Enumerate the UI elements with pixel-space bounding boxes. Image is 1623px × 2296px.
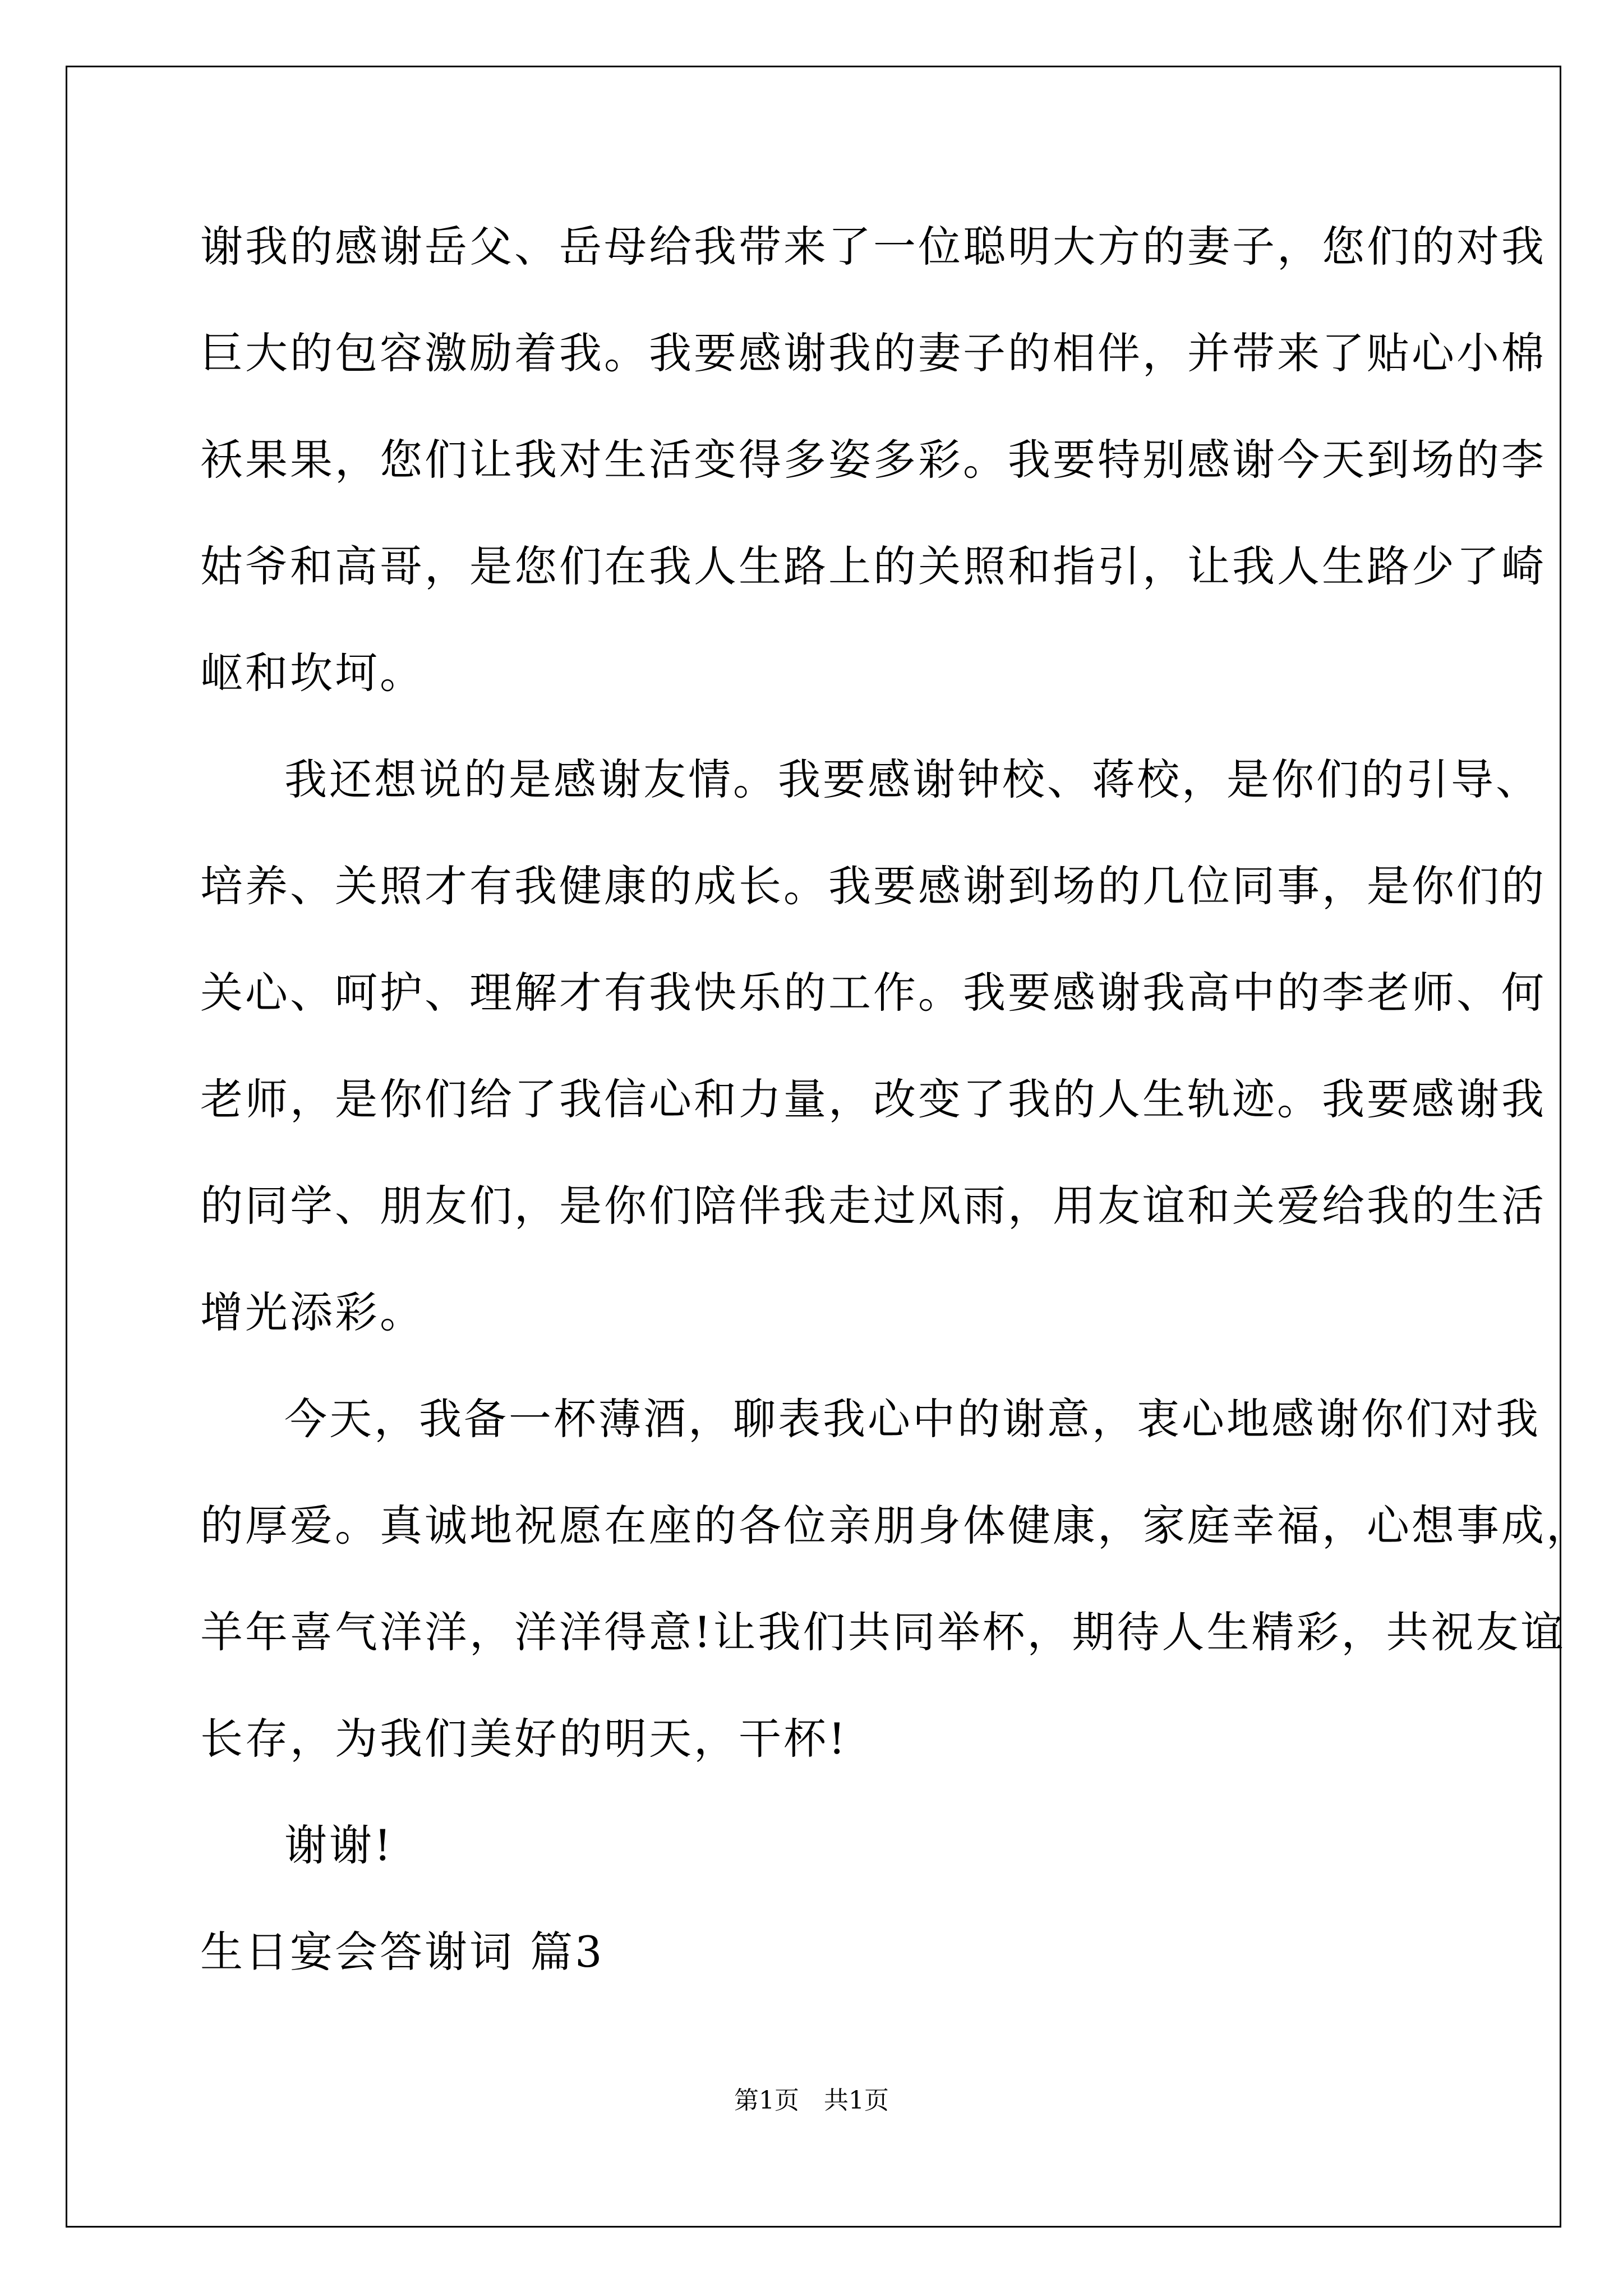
text-line: 岖和坎坷。 — [200, 648, 425, 698]
text-line: 巨大的包容激励着我。我要感谢我的妻子的相伴，并带来了贴心小棉 — [200, 328, 1546, 378]
text-line: 的同学、朋友们，是你们陪伴我走过风雨，用友谊和关爱给我的生活 — [200, 1181, 1546, 1231]
text-line: 羊年喜气洋洋，洋洋得意!让我们共同举杯，期待人生精彩，共祝友谊 — [200, 1607, 1566, 1657]
text-line: 谢我的感谢岳父、岳母给我带来了一位聪明大方的妻子，您们的对我 — [200, 222, 1546, 272]
page-number-footer: 第1页 共1页 — [734, 2086, 889, 2115]
text-line: 的厚爱。真诚地祝愿在座的各位亲朋身体健康，家庭幸福，心想事成， — [200, 1501, 1591, 1550]
text-line: 老师，是你们给了我信心和力量，改变了我的人生轨迹。我要感谢我 — [200, 1074, 1546, 1124]
paragraph — [200, 1815, 1456, 1921]
section-heading: 生日宴会答谢词 篇3 — [200, 1927, 605, 1977]
paragraph — [200, 216, 1546, 749]
text-line: 今天，我备一杯薄酒，聊表我心中的谢意，衷心地感谢你们对我 — [284, 1394, 1541, 1444]
text-line: 关心、呵护、理解才有我快乐的工作。我要感谢我高中的李老师、何 — [200, 968, 1546, 1018]
paragraph — [200, 749, 1546, 1388]
text-line: 姑爷和高哥，是您们在我人生路上的关照和指引，让我人生路少了崎 — [200, 541, 1546, 591]
text-line: 袄果果，您们让我对生活变得多姿多彩。我要特别感谢今天到场的李 — [200, 435, 1546, 485]
paragraph — [200, 1388, 1591, 1815]
text-line: 增光添彩。 — [200, 1287, 425, 1337]
document-body — [200, 216, 1591, 2028]
text-line: 谢谢! — [284, 1820, 394, 1870]
text-line: 培养、关照才有我健康的成长。我要感谢到场的几位同事，是你们的 — [200, 861, 1546, 911]
text-line: 我还想说的是感谢友情。我要感谢钟校、蒋校，是你们的引导、 — [284, 754, 1541, 804]
text-line: 长存，为我们美好的明天，干杯! — [200, 1714, 848, 1764]
